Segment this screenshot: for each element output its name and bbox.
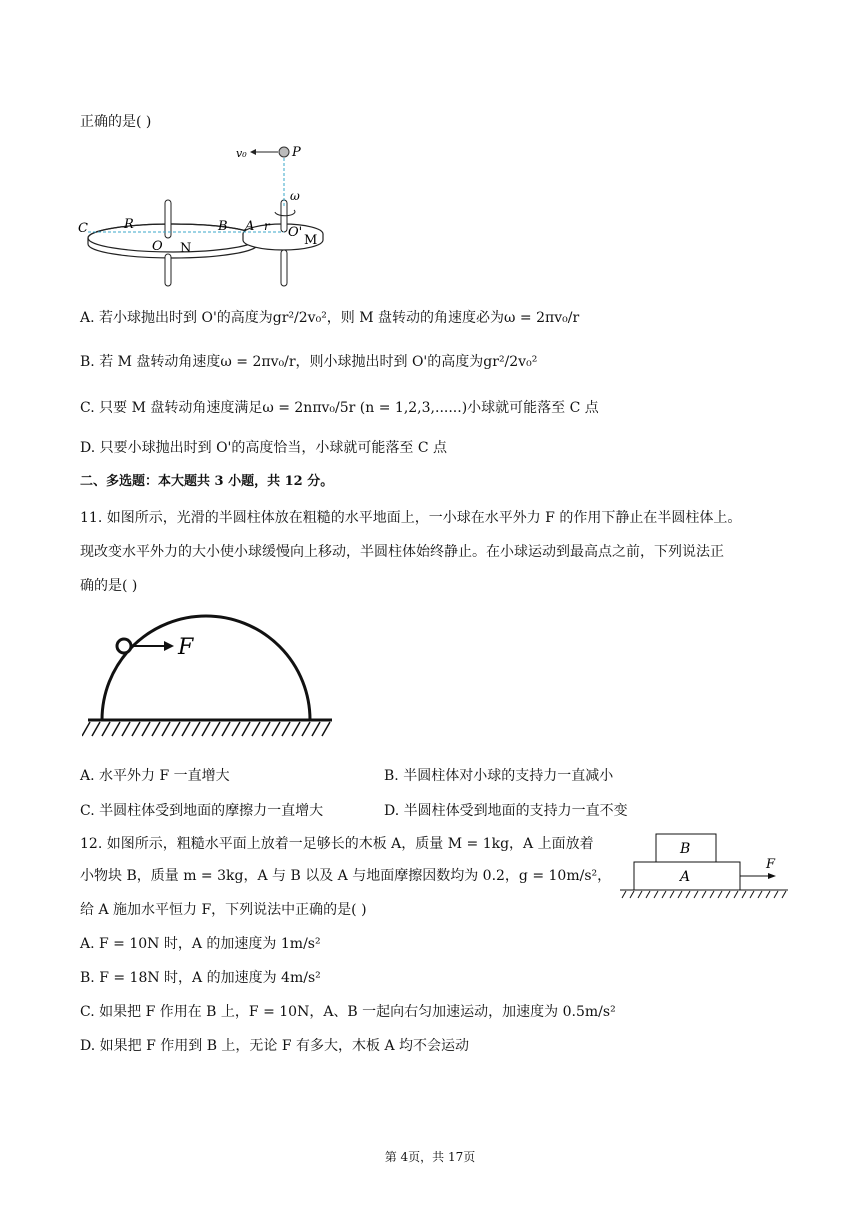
b-label: B <box>218 219 228 234</box>
q11-option-d: D. 半圆柱体受到地面的支持力一直不变 <box>384 803 628 819</box>
q12-stem-line2: 小物块 B，质量 m = 3kg，A 与 B 以及 A 与地面摩擦因数均为 0.2，g = 10m/s²， <box>80 868 612 884</box>
q11-stem-line3: 确的是( ) <box>80 578 138 594</box>
q11-option-c: C. 半圆柱体受到地面的摩擦力一直增大 <box>80 803 324 819</box>
q10-option-c: C. 只要 M 盘转动角速度满足ω = 2nπv₀/5r (n = 1,2,3,......)小球就可能落至 C 点 <box>80 400 599 416</box>
q12-option-c: C. 如果把 F 作用在 B 上，F = 10N，A、B 一起向右匀加速运动，加速度为 0.5m/s² <box>80 1004 616 1020</box>
section-heading-multi-choice: 二、多选题：本大题共 3 小题，共 12 分。 <box>80 474 334 489</box>
q11-option-a: A. 水平外力 F 一直增大 <box>80 768 230 784</box>
r-big-label: R <box>124 217 134 232</box>
m-label: M <box>304 233 318 248</box>
q10-option-a: A. 若小球抛出时到 O'的高度为gr²/2v₀²，则 M 盘转动的角速度必为ω = 2πv₀/r <box>80 310 580 326</box>
a-label: A <box>245 219 255 234</box>
c-label: C <box>78 221 88 236</box>
a-board-label: A <box>680 869 691 885</box>
o-label: O <box>152 239 163 254</box>
p-label: P <box>292 145 301 160</box>
f-label-q11: F <box>178 635 194 660</box>
v0-label: v₀ <box>236 147 247 160</box>
q10-figure-two-disks <box>78 140 348 290</box>
q12-option-a: A. F = 10N 时，A 的加速度为 1m/s² <box>80 936 321 952</box>
q11-option-b: B. 半圆柱体对小球的支持力一直减小 <box>384 768 614 784</box>
q12-figure-block-on-board <box>620 828 788 904</box>
r-small-label: r <box>264 219 270 233</box>
q12-option-d: D. 如果把 F 作用到 B 上，无论 F 有多大，木板 A 均不会运动 <box>80 1038 470 1054</box>
omega-label: ω <box>290 189 300 203</box>
o-prime-label: O' <box>288 225 303 240</box>
q10-option-b: B. 若 M 盘转动角速度ω = 2πv₀/r，则小球抛出时到 O'的高度为gr²/2v₀² <box>80 354 538 370</box>
q10-option-d: D. 只要小球抛出时到 O'的高度恰当，小球就可能落至 C 点 <box>80 440 448 456</box>
q11-stem-line2: 现改变水平外力的大小使小球缓慢向上移动，半圆柱体始终静止。在小球运动到最高点之前，下列说法正 <box>80 544 724 560</box>
q10-stem-tail: 正确的是( ) <box>80 114 152 130</box>
f-label-q12: F <box>766 857 776 872</box>
q12-stem-line3: 给 A 施加水平恒力 F，下列说法中正确的是( ) <box>80 902 367 918</box>
q12-stem-line1: 12. 如图所示，粗糙水平面上放着一足够长的木板 A，质量 M = 1kg，A 上面放着 <box>80 836 594 852</box>
q12-option-b: B. F = 18N 时，A 的加速度为 4m/s² <box>80 970 321 986</box>
b-block-label: B <box>680 841 691 857</box>
n-label: N <box>180 241 192 256</box>
q11-stem-line1: 11. 如图所示，光滑的半圆柱体放在粗糙的水平地面上，一小球在水平外力 F 的作用下静止在半圆柱体上。 <box>80 510 742 526</box>
page-footer: 第 4页，共 17页 <box>384 1150 476 1164</box>
q11-figure-half-cylinder <box>82 612 337 742</box>
